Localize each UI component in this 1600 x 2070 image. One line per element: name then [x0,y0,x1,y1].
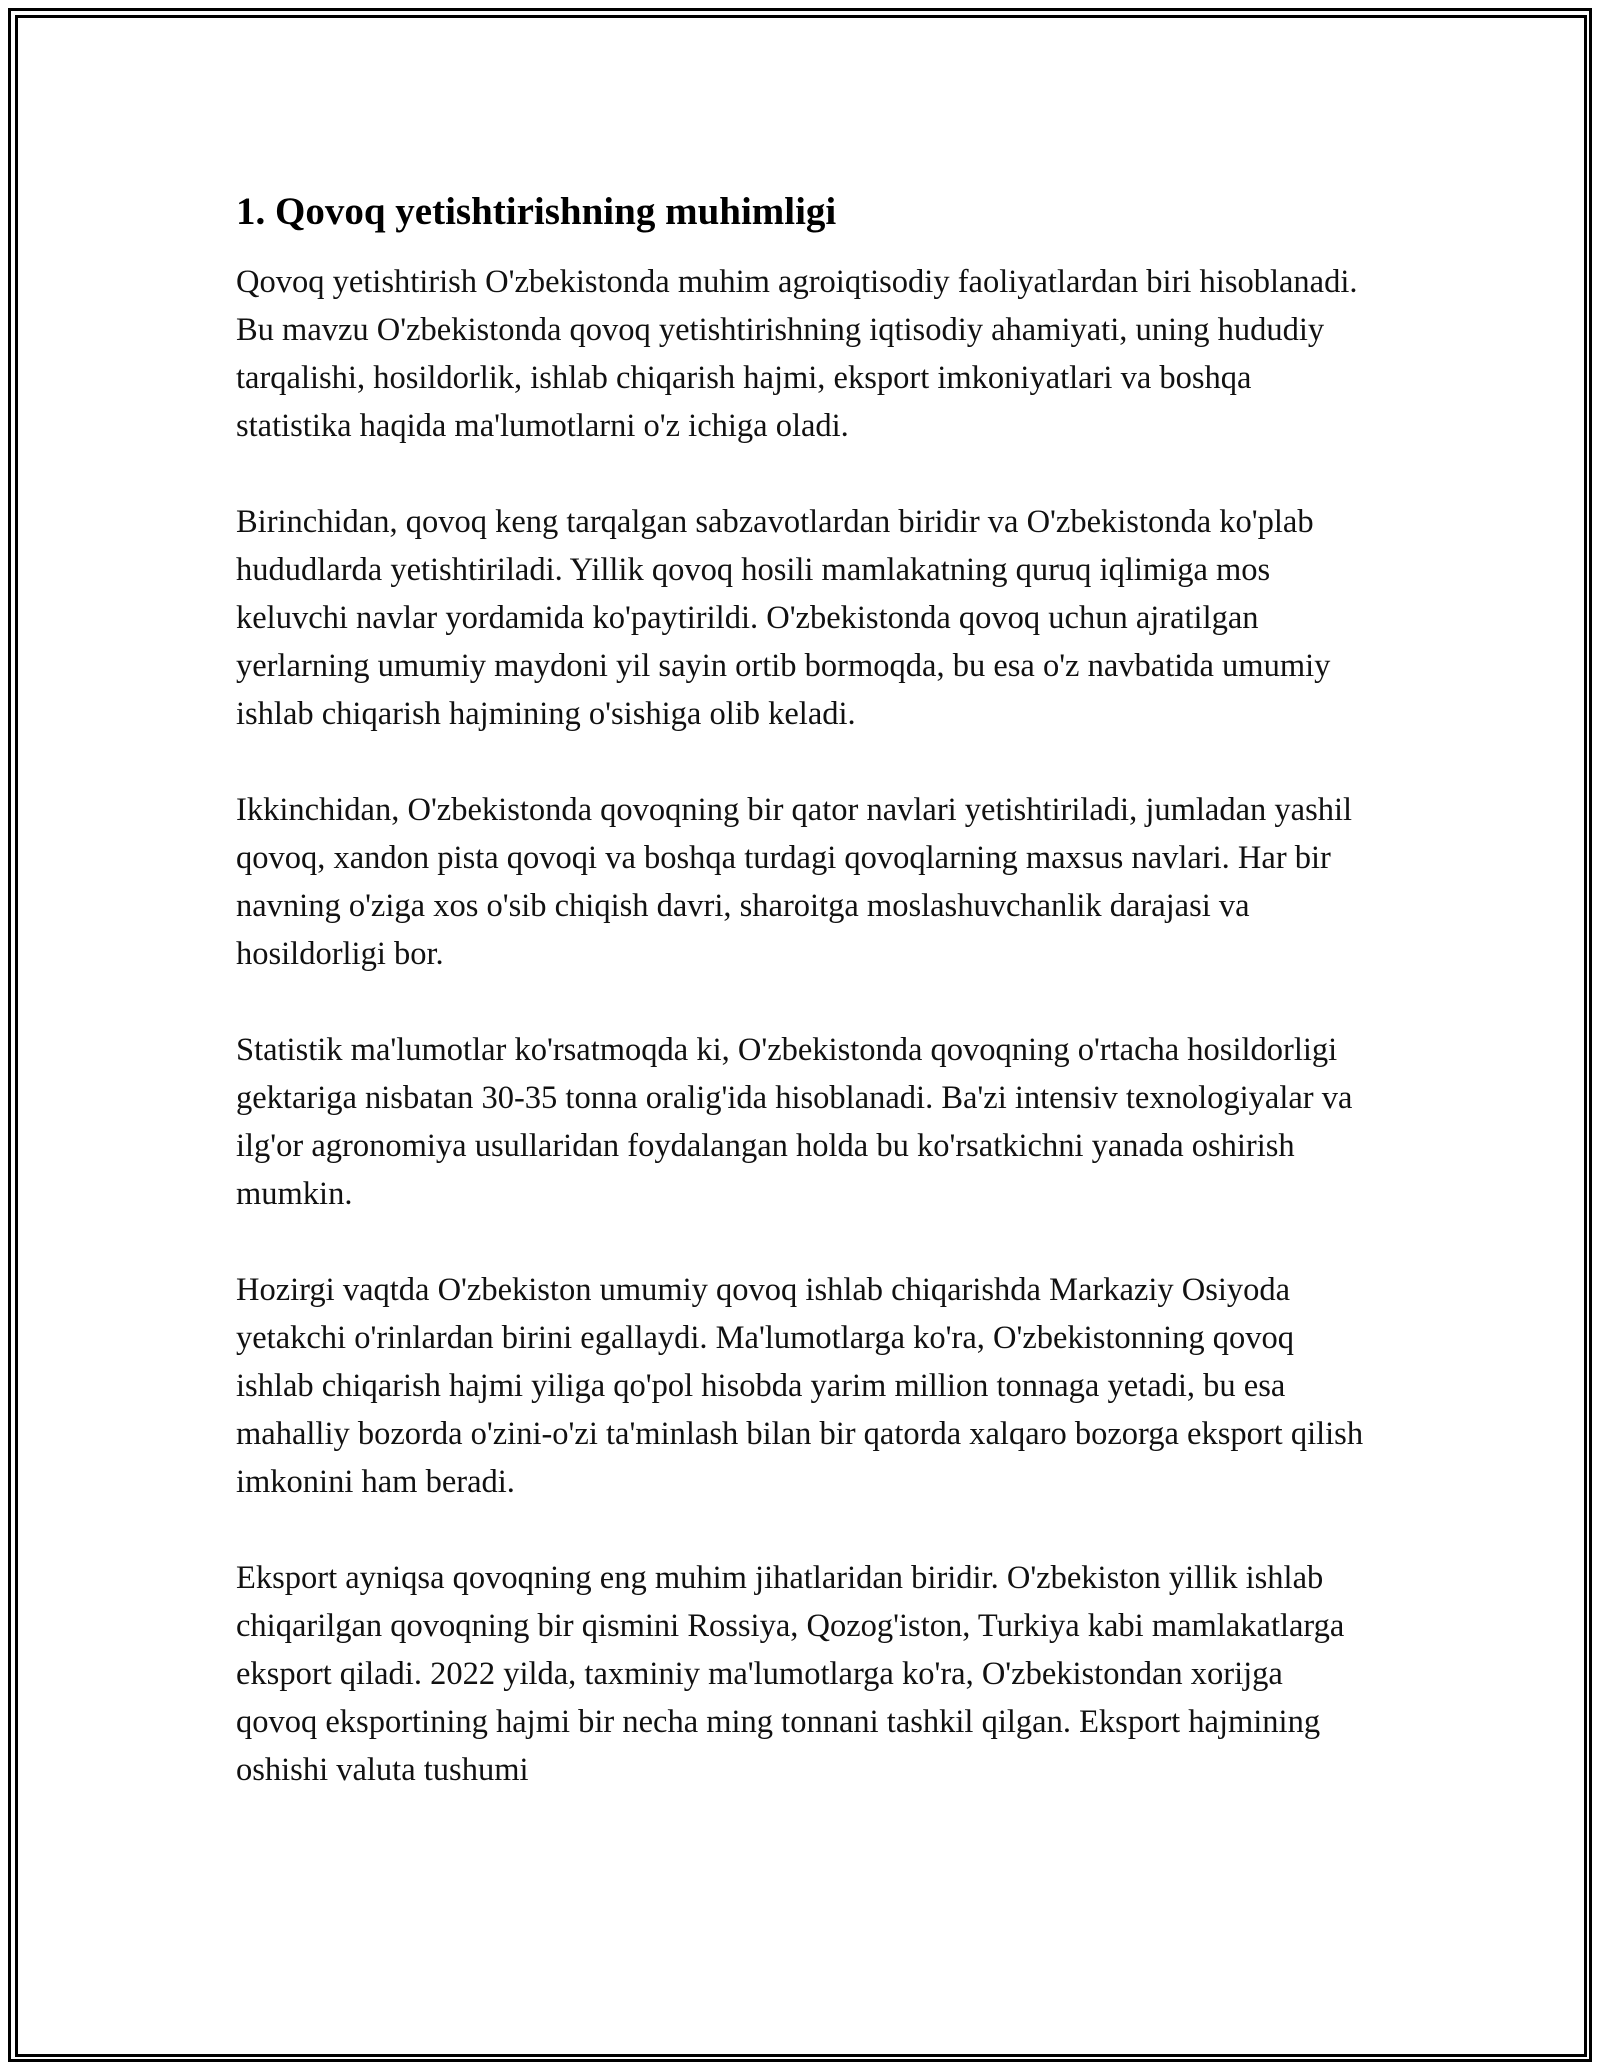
section-heading: 1. Qovoq yetishtirishning muhimligi [236,190,837,233]
paragraph-production: Hozirgi vaqtda O'zbekiston umumiy qovoq ishlab chiqarishda Markaziy Osiyoda yetakchi o'rinlardan birini egallaydi. Ma'lumotlarga ko'ra, O'zbekistonning qovoq ishlab chiqarish hajmi yiliga qo'pol hisobda yarim million tonnaga yetadi, bu esa mahalliy bozorda o'zini-o'zi ta'minlash bilan bir qatorda xalqaro bozorga eksport qilish imkonini ham beradi. [236,1272,1364,1500]
paragraph-second-point: Ikkinchidan, O'zbekistonda qovoqning bir qator navlari yetishtiriladi, jumladan yashil qovoq, xandon pista qovoqi va boshqa turdagi qovoqlarning maxsus navlari. Har bir navning o'ziga xos o'sib chiqish davri, sharoitga moslashuvchanlik darajasi va hosildorligi bor. [236,792,1353,972]
paragraph-export: Eksport ayniqsa qovoqning eng muhim jihatlaridan biridir. O'zbekiston yillik ishlab chiqarilgan qovoqning bir qismini Rossiya, Qozog'iston, Turkiya kabi mamlakatlarga eksport qiladi. 2022 yilda, taxminiy ma'lumotlarga ko'ra, O'zbekistondan xorijga qovoq eksportining hajmi bir necha ming tonnani tashkil qilgan. Eksport hajmining oshishi valuta tushumi [236,1560,1345,1788]
paragraph-intro: Qovoq yetishtirish O'zbekistonda muhim agroiqtisodiy faoliyatlardan biri hisoblanadi. Bu mavzu O'zbekistonda qovoq yetishtirishning iqtisodiy ahamiyati, uning hududiy tarqalishi, hosildorlik, ishlab chiqarish hajmi, eksport imkoniyatlari va boshqa statistika haqida ma'lumotlarni o'z ichiga oladi. [236,264,1358,444]
document-body [236,188,1366,1842]
paragraph-first-point: Birinchidan, qovoq keng tarqalgan sabzavotlardan biridir va O'zbekistonda ko'plab hududlarda yetishtiriladi. Yillik qovoq hosili mamlakatning quruq iqlimiga mos keluvchi navlar yordamida ko'paytirildi. O'zbekistonda qovoq uchun ajratilgan yerlarning umumiy maydoni yil sayin ortib bormoqda, bu esa o'z navbatida umumiy ishlab chiqarish hajmining o'sishiga olib keladi. [236,504,1331,732]
paragraph-statistics: Statistik ma'lumotlar ko'rsatmoqda ki, O'zbekistonda qovoqning o'rtacha hosildorligi gektariga nisbatan 30-35 tonna oralig'ida hisoblanadi. Ba'zi intensiv texnologiyalar va ilg'or agronomiya usullaridan foydalangan holda bu ko'rsatkichni yanada oshirish mumkin. [236,1032,1353,1212]
